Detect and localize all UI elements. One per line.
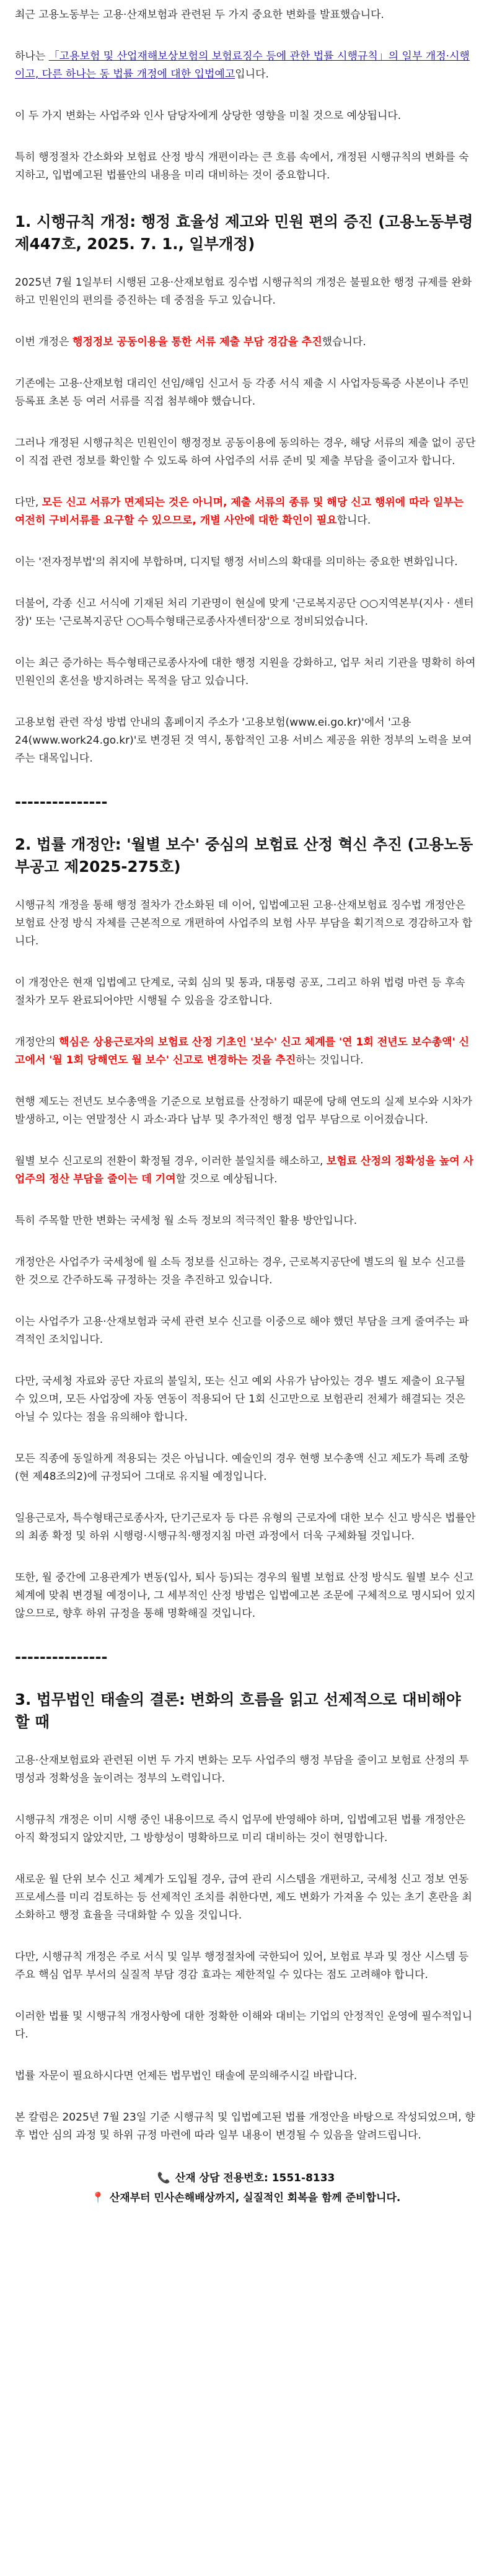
- section-2-highlight-1: 핵심은 상용근로자의 보험료 산정 기초인 '보수' 신고 체계를 '연 1회 전년도 보수총액' 신고에서 '월 1회 당해연도 월 보수' 신고로 변경하는 것을 추진: [15, 1036, 470, 1066]
- section-3-paragraph-5: 이러한 법률 및 시행규칙 개정사항에 대한 정확한 이해와 대비는 기업의 안정적인 운영에 필수적입니다.: [15, 2010, 473, 2041]
- section-1-paragraph-5: [15, 494, 477, 530]
- section-2-paragraph-3-tail: 하는 것입니다.: [296, 1054, 364, 1066]
- section-divider-2: ---------------: [15, 1648, 108, 1666]
- section-1-paragraph-3: 기존에는 고용·산재보험 대리인 선임/해임 신고서 등 각종 서식 제출 시 사업자등록증 사본이나 주민등록표 초본 등 여러 서류를 직접 첨부해야 했습니다.: [15, 377, 469, 408]
- section-2-highlight-2: 보험료 산정의 정확성을 높여 사업주의 정산 부담을 줄이는 데 기여: [15, 1155, 474, 1185]
- section-2-paragraph-8: 이는 사업주가 고용·산재보험과 국세 관련 보수 신고를 이중으로 해야 했던 부담을 크게 줄여주는 파격적인 조치입니다.: [15, 1316, 469, 1346]
- section-1-paragraph-2-tail: 했습니다.: [322, 336, 366, 348]
- section-1-paragraph-7: 더불어, 각종 신고 서식에 기재된 처리 기관명이 현실에 맞게 '근로복지공단 ○○지역본부(지사 · 센터장)' 또는 '근로복지공단 ○○특수형태근로종사자센터장'으로 정비되었습니다.: [15, 597, 474, 628]
- section-1-paragraph-6: 이는 '전자정부법'의 취지에 부합하며, 디지털 행정 서비스의 확대를 의미하는 중요한 변화입니다.: [15, 556, 458, 568]
- law-amendment-link[interactable]: 「고용보험 및 산업재해보상보험의 보험료징수 등에 관한 법률 시행규칙」의 일부 개정·시행이고, 다른 하나는 동 법률 개정에 대한 입법예고: [15, 50, 470, 81]
- intro-paragraph-1: 최근 고용노동부는 고용·산재보험과 관련된 두 가지 중요한 변화를 발표했습니다.: [15, 9, 384, 21]
- section-2-title: 2. 법률 개정안: '월별 보수' 중심의 보험료 산정 혁신 추진 (고용노동부공고 제2025-275호): [15, 835, 473, 876]
- section-2-paragraph-5: [15, 1153, 477, 1189]
- section-3-paragraph-7: 본 칼럼은 2025년 7월 23일 기준 시행규칙 및 입법예고된 법률 개정안을 바탕으로 작성되었으며, 향후 법안 심의 과정 및 하위 규정 마련에 따라 일부 내용이 변경될 수 있음을 알려드립니다.: [15, 2111, 475, 2142]
- contact-tagline-text: 산재부터 민사손해배상까지, 실질적인 회복을 함께 준비합니다.: [109, 2192, 401, 2204]
- section-2-paragraph-12: 또한, 월 중간에 고용관계가 변동(입사, 퇴사 등)되는 경우의 월별 보험료 산정 방식도 월별 보수 신고 체계에 맞춰 변경될 예정이나, 그 세부적인 산정 방법은 입법예고본 조문에 구체적으로 명시되어 있지 않으므로, 향후 하위 규정을 통해 명확해질 것입니다.: [15, 1572, 476, 1620]
- section-2-paragraph-11: 일용근로자, 특수형태근로종사자, 단기근로자 등 다른 유형의 근로자에 대한 보수 신고 방식은 법률안의 최종 확정 및 하위 시행령·시행규칙·행정지침 마련 과정에서 더욱 구체화될 것입니다.: [15, 1512, 476, 1542]
- section-3-paragraph-1: 고용·산재보험료와 관련된 이번 두 가지 변화는 모두 사업주의 행정 부담을 줄이고 보험료 산정의 투명성과 정확성을 높이려는 정부의 노력입니다.: [15, 1754, 469, 1785]
- section-3-paragraph-2: 시행규칙 개정은 이미 시행 중인 내용이므로 즉시 업무에 반영해야 하며, 입법예고된 법률 개정안은 아직 확정되지 않았지만, 그 방향성이 명확하므로 미리 대비하는 것이 현명합니다.: [15, 1814, 466, 1844]
- section-1-paragraph-2: [15, 333, 477, 351]
- section-1-paragraph-1: 2025년 7월 1일부터 시행된 고용·산재보험료 징수법 시행규칙의 개정은 불필요한 행정 규제를 완화하고 민원인의 편의를 증진하는 데 중점을 두고 있습니다.: [15, 276, 472, 307]
- section-1-paragraph-9: 고용보험 관련 작성 방법 안내의 홈페이지 주소가 '고용보험(www.ei.go.kr)'에서 '고용24(www.work24.go.kr)'로 변경된 것 역시, 통합적인 고용 서비스 제공을 위한 정부의 노력을 보여주는 대목입니다.: [15, 716, 472, 765]
- section-2-paragraph-3: [15, 1034, 477, 1070]
- section-2-paragraph-10: 모든 직종에 동일하게 적용되는 것은 아닙니다. 예술인의 경우 현행 보수총액 신고 제도가 특례 조항(현 제48조의2)에 규정되어 그대로 유지될 예정입니다.: [15, 1453, 469, 1483]
- section-2-paragraph-7: 개정안은 사업주가 국세청에 월 소득 정보를 신고하는 경우, 근로복지공단에 별도의 월 보수 신고를 한 것으로 간주하도록 규정하는 것을 추진하고 있습니다.: [15, 1256, 466, 1286]
- section-1-title: 1. 시행규칙 개정: 행정 효율성 제고와 민원 편의 증진 (고용노동부령 제447호, 2025. 7. 1., 일부개정): [15, 213, 473, 253]
- section-3-paragraph-3: 새로운 월 단위 보수 신고 체계가 도입될 경우, 급여 관리 시스템을 개편하고, 국세청 신고 정보 연동 프로세스를 미리 검토하는 등 선제적인 조치를 취한다면, 제도 변화가 가져올 수 있는 초기 혼란을 최소화하고 행정 효율을 극대화할 수 있을 것입니다.: [15, 1873, 472, 1922]
- section-1-highlight-2: 모든 신고 서류가 면제되는 것은 아니며, 제출 서류의 종류 및 해당 신고 행위에 따라 일부는 여전히 구비서류를 요구할 수 있으므로, 개별 사안에 대한 확인이 필요: [15, 496, 464, 527]
- contact-tagline-line: [15, 2188, 477, 2208]
- section-3-title: 3. 법무법인 태솔의 결론: 변화의 흐름을 읽고 선제적으로 대비해야 할 때: [15, 1690, 461, 1731]
- phone-icon: 📞: [157, 2172, 170, 2184]
- contact-phone-line: [15, 2168, 477, 2188]
- intro-paragraph-3: 이 두 가지 변화는 사업주와 인사 담당자에게 상당한 영향을 미칠 것으로 예상됩니다.: [15, 110, 402, 122]
- contact-block: [15, 2168, 477, 2208]
- section-2-paragraph-9: 다만, 국세청 자료와 공단 자료의 불일치, 또는 신고 예외 사유가 남아있는 경우 별도 제출이 요구될 수 있으며, 모든 사업장에 자동 연동이 적용되어 단 1회 신고만으로 보험관리 전체가 해결되는 것은 아닐 수 있다는 점을 유의해야 합니다.: [15, 1375, 465, 1423]
- section-1-paragraph-5-tail: 합니다.: [336, 514, 371, 527]
- section-2-paragraph-5-lead: 월별 보수 신고로의 전환이 확정될 경우, 이러한 불일치를 해소하고,: [15, 1155, 327, 1167]
- section-2-paragraph-3-lead: 개정안의: [15, 1036, 59, 1048]
- intro-paragraph-2-tail: 입니다.: [235, 68, 269, 81]
- section-divider-1: ---------------: [15, 793, 108, 811]
- section-3-paragraph-6: 법률 자문이 필요하시다면 언제든 법무법인 태솔에 문의해주시길 바랍니다.: [15, 2070, 358, 2082]
- section-1-paragraph-5-lead: 다만,: [15, 496, 42, 509]
- section-2-paragraph-6: 특히 주목할 만한 변화는 국세청 월 소득 정보의 적극적인 활용 방안입니다.: [15, 1215, 358, 1227]
- section-1-highlight-1: 행정정보 공동이용을 통한 서류 제출 부담 경감을 추진: [72, 336, 322, 348]
- section-2-paragraph-2: 이 개정안은 현재 입법예고 단계로, 국회 심의 및 통과, 대통령 공포, 그리고 하위 법령 마련 등 후속 절차가 모두 완료되어야만 시행될 수 있음을 강조합니다.: [15, 977, 465, 1007]
- intro-paragraph-2-lead: 하나는: [15, 50, 49, 63]
- pin-icon: 📍: [91, 2192, 105, 2204]
- section-2-paragraph-4: 현행 제도는 전년도 보수총액을 기준으로 보험료를 산정하기 때문에 당해 연도의 실제 보수와 시차가 발생하고, 이는 연말정산 시 과소·과다 납부 및 추가적인 행정 업무 부담으로 이어졌습니다.: [15, 1096, 473, 1126]
- contact-phone-text: 산재 상담 전용번호: 1551-8133: [175, 2172, 335, 2184]
- section-2-paragraph-1: 시행규칙 개정을 통해 행정 절차가 간소화된 데 이어, 입법예고된 고용·산재보험료 징수법 개정안은 보험료 산정 방식 자체를 근본적으로 개편하여 사업주의 보험 사무 부담을 획기적으로 경감하고자 합니다.: [15, 899, 473, 947]
- section-2-paragraph-5-tail: 할 것으로 예상됩니다.: [175, 1173, 278, 1185]
- intro-paragraph-2: [15, 48, 477, 84]
- section-1-paragraph-4: 그러나 개정된 시행규칙은 민원인이 행정정보 공동이용에 동의하는 경우, 해당 서류의 제출 없이 공단이 직접 관련 정보를 확인할 수 있도록 하여 사업주의 서류 준비 및 제출 부담을 줄이고자 합니다.: [15, 437, 476, 467]
- section-1-paragraph-8: 이는 최근 증가하는 특수형태근로종사자에 대한 행정 지원을 강화하고, 업무 처리 기관을 명확히 하여 민원인의 혼선을 방지하려는 목적을 담고 있습니다.: [15, 657, 476, 687]
- section-1-paragraph-2-lead: 이번 개정은: [15, 336, 72, 348]
- intro-paragraph-4: 특히 행정절차 간소화와 보험료 산정 방식 개편이라는 큰 흐름 속에서, 개정된 시행규칙의 변화를 숙지하고, 입법예고된 법률안의 내용을 미리 대비하는 것이 중요합니다.: [15, 151, 469, 182]
- section-3-paragraph-4: 다만, 시행규칙 개정은 주로 서식 및 일부 행정절차에 국한되어 있어, 보험료 부과 및 정산 시스템 등 주요 핵심 업무 부서의 실질적 부담 경감 효과는 제한적일 수 있다는 점도 고려해야 합니다.: [15, 1951, 469, 1981]
